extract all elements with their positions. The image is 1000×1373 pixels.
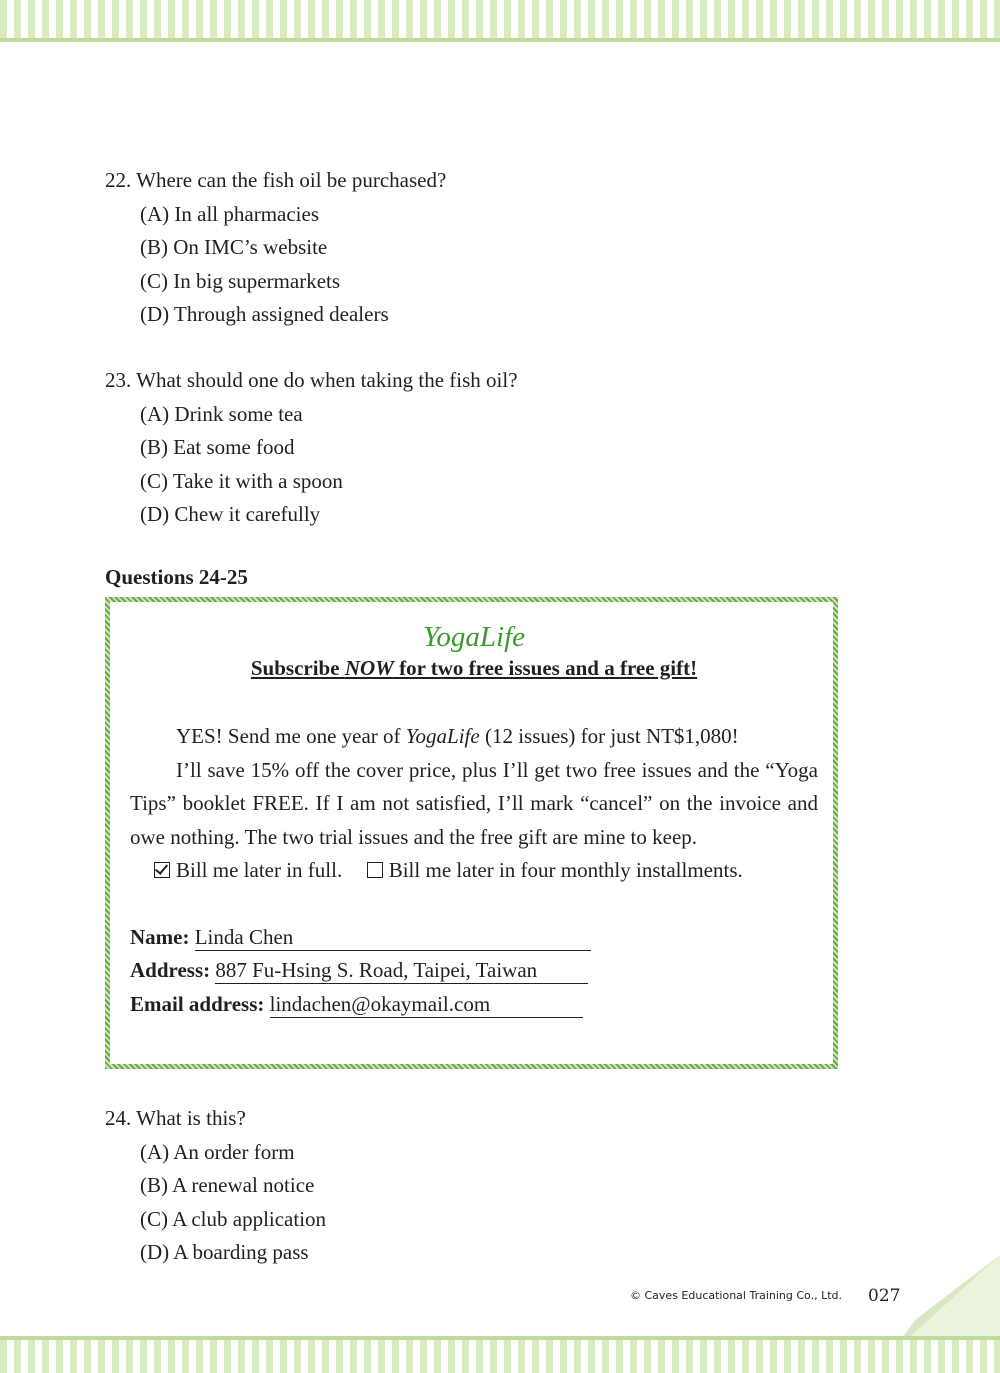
offer-line bbox=[130, 720, 818, 754]
question-24-option-d: (D) A boarding pass bbox=[140, 1240, 309, 1264]
question-24-option-b: (B) A renewal notice bbox=[140, 1173, 315, 1197]
address-value: 887 Fu-Hsing S. Road, Taipei, Taiwan bbox=[215, 957, 588, 984]
name-label: Name: bbox=[130, 924, 190, 949]
name-field bbox=[130, 921, 818, 955]
question-22-option-d: (D) Through assigned dealers bbox=[140, 302, 389, 326]
subscribe-headline-pre: Subscribe bbox=[250, 656, 345, 680]
question-22-option-c: (C) In big supermarkets bbox=[140, 268, 341, 293]
name-value: Linda Chen bbox=[195, 924, 591, 951]
question-22-option-b: (B) On IMC’s website bbox=[140, 235, 328, 259]
subscribe-headline-now: NOW bbox=[344, 656, 394, 680]
offer-line-post: (12 issues) for just NT$1,080! bbox=[479, 724, 739, 748]
offer-body: I’ll save 15% off the cover price, plus I’ll get two free issues and the “Yoga Tips” booklet FREE. If I am not satisfied, I’ll mark “cancel” on the invoice and owe nothing. The two trial issues and the free gift are mine to keep. bbox=[130, 757, 818, 849]
question-23-option-b: (B) Eat some food bbox=[140, 435, 295, 459]
email-value: lindachen@okaymail.com bbox=[270, 991, 583, 1018]
offer-line-brand: YogaLife bbox=[405, 724, 480, 748]
unchecked-box-icon[interactable] bbox=[367, 862, 383, 878]
option-bill-installments: Bill me later in four monthly installments. bbox=[388, 858, 743, 882]
question-23 bbox=[105, 364, 518, 532]
question-23-option-d: (D) Chew it carefully bbox=[140, 502, 321, 526]
question-22 bbox=[105, 164, 446, 332]
subscribe-headline bbox=[130, 654, 818, 682]
email-label: Email address: bbox=[130, 991, 265, 1016]
top-decorative-stripe bbox=[0, 0, 1000, 42]
subscription-form-box bbox=[105, 597, 838, 1069]
question-23-option-c: (C) Take it with a spoon bbox=[140, 468, 343, 493]
question-24-option-c: (C) A club application bbox=[140, 1206, 327, 1231]
question-22-option-a: (A) In all pharmacies bbox=[140, 201, 320, 226]
option-bill-full: Bill me later in full. bbox=[176, 858, 343, 882]
question-24-option-a: (A) An order form bbox=[140, 1139, 295, 1164]
question-23-text: 23. What should one do when taking the fish oil? bbox=[105, 368, 518, 392]
question-22-text: 22. Where can the fish oil be purchased? bbox=[105, 168, 447, 192]
email-field bbox=[130, 988, 818, 1022]
page-number: 027 bbox=[868, 1286, 901, 1306]
magazine-brand-title: YogaLife bbox=[422, 621, 526, 653]
question-23-option-a: (A) Drink some tea bbox=[140, 401, 303, 426]
question-24-text: 24. What is this? bbox=[105, 1106, 246, 1130]
offer-line-pre: YES! Send me one year of bbox=[176, 724, 406, 748]
address-field bbox=[130, 954, 818, 988]
subscribe-headline-post: for two free issues and a free gift! bbox=[393, 656, 698, 680]
section-heading: Questions 24-25 bbox=[105, 565, 248, 589]
checked-box-icon[interactable] bbox=[154, 862, 170, 878]
bottom-decorative-stripe bbox=[0, 1336, 1000, 1373]
copyright-text: © Caves Educational Training Co., Ltd. bbox=[630, 1289, 843, 1302]
address-label: Address: bbox=[130, 958, 211, 982]
question-24 bbox=[105, 1102, 326, 1270]
billing-options bbox=[130, 854, 818, 888]
